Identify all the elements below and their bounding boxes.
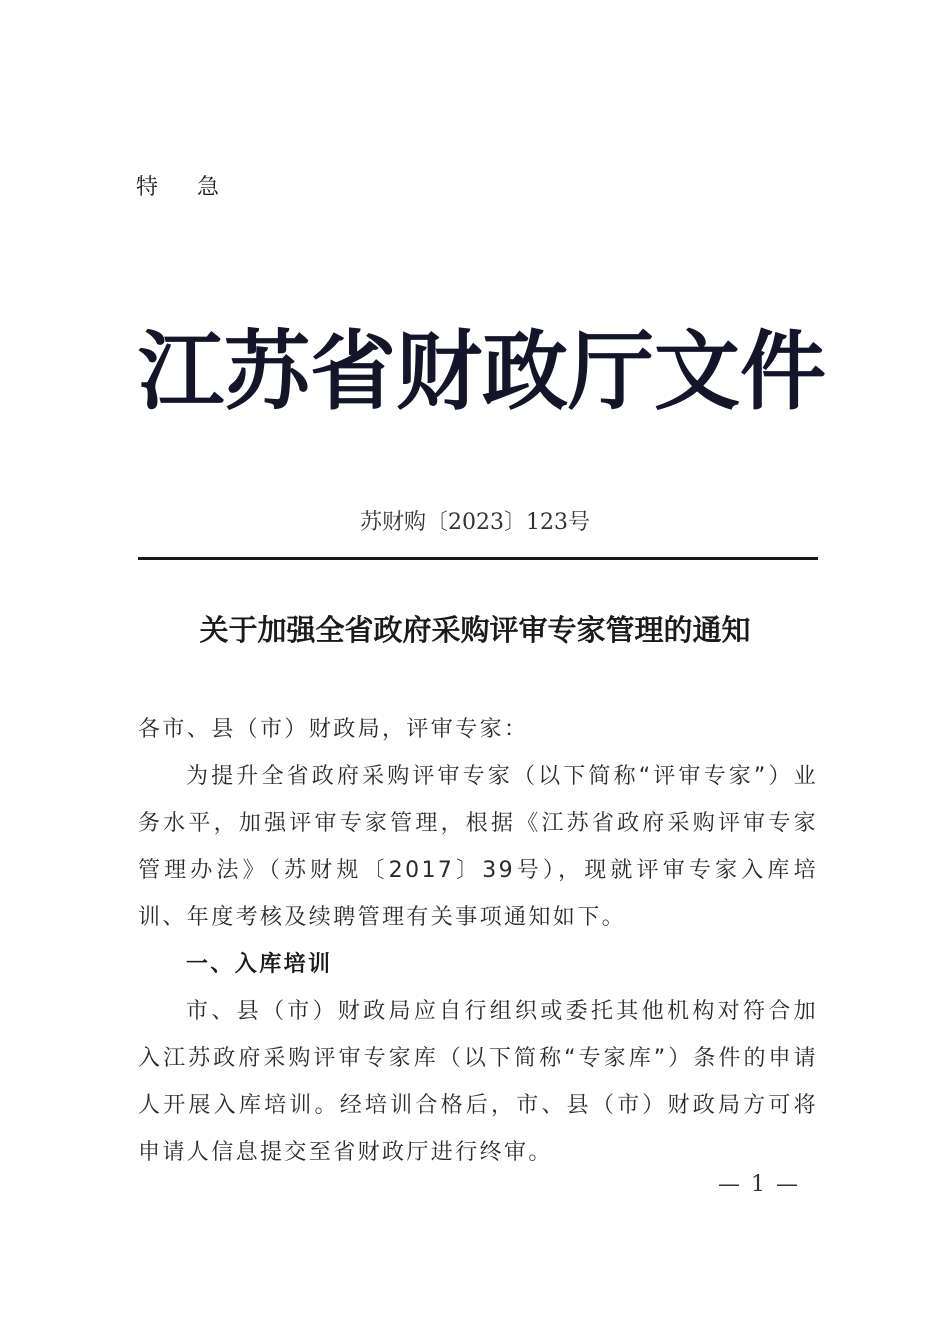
urgency-label: 特 急 — [136, 175, 235, 200]
issuer-title — [138, 322, 826, 422]
intro-paragraph: 为提升全省政府采购评审专家（以下简称“评审专家”）业务水平，加强评审专家管理，根据《江苏省政府采购评审专家管理办法》（苏财规〔2017〕39号），现就评审专家入库培训、年度考核及续聘管理有关事项通知如下。 — [138, 764, 818, 930]
issuer-char: 省 — [310, 322, 396, 422]
page-number: — 1 — — [718, 1172, 800, 1197]
issuer-char: 苏 — [224, 322, 310, 422]
section-paragraph: 市、县（市）财政局应自行组织或委托其他机构对符合加入江苏政府采购评审专家库（以下简称“专家库”）条件的申请人开展入库培训。经培训合格后，市、县（市）财政局方可将申请人信息提交至省财政厅进行终审。 — [138, 999, 818, 1165]
issuer-char: 文 — [654, 322, 740, 422]
issuer-char: 财 — [396, 322, 482, 422]
document-title: 关于加强全省政府采购评审专家管理的通知 — [199, 613, 751, 647]
issuer-char: 政 — [482, 322, 568, 422]
issuer-char: 件 — [740, 322, 826, 422]
salutation: 各市、县（市）财政局，评审专家： — [138, 717, 529, 742]
document-body — [138, 706, 818, 1176]
header-divider — [138, 557, 818, 560]
document-number: 苏财购〔2023〕123号 — [360, 510, 590, 535]
section-heading: 一、入库培训 — [186, 952, 333, 977]
issuer-char: 厅 — [568, 322, 654, 422]
issuer-char: 江 — [138, 322, 224, 422]
